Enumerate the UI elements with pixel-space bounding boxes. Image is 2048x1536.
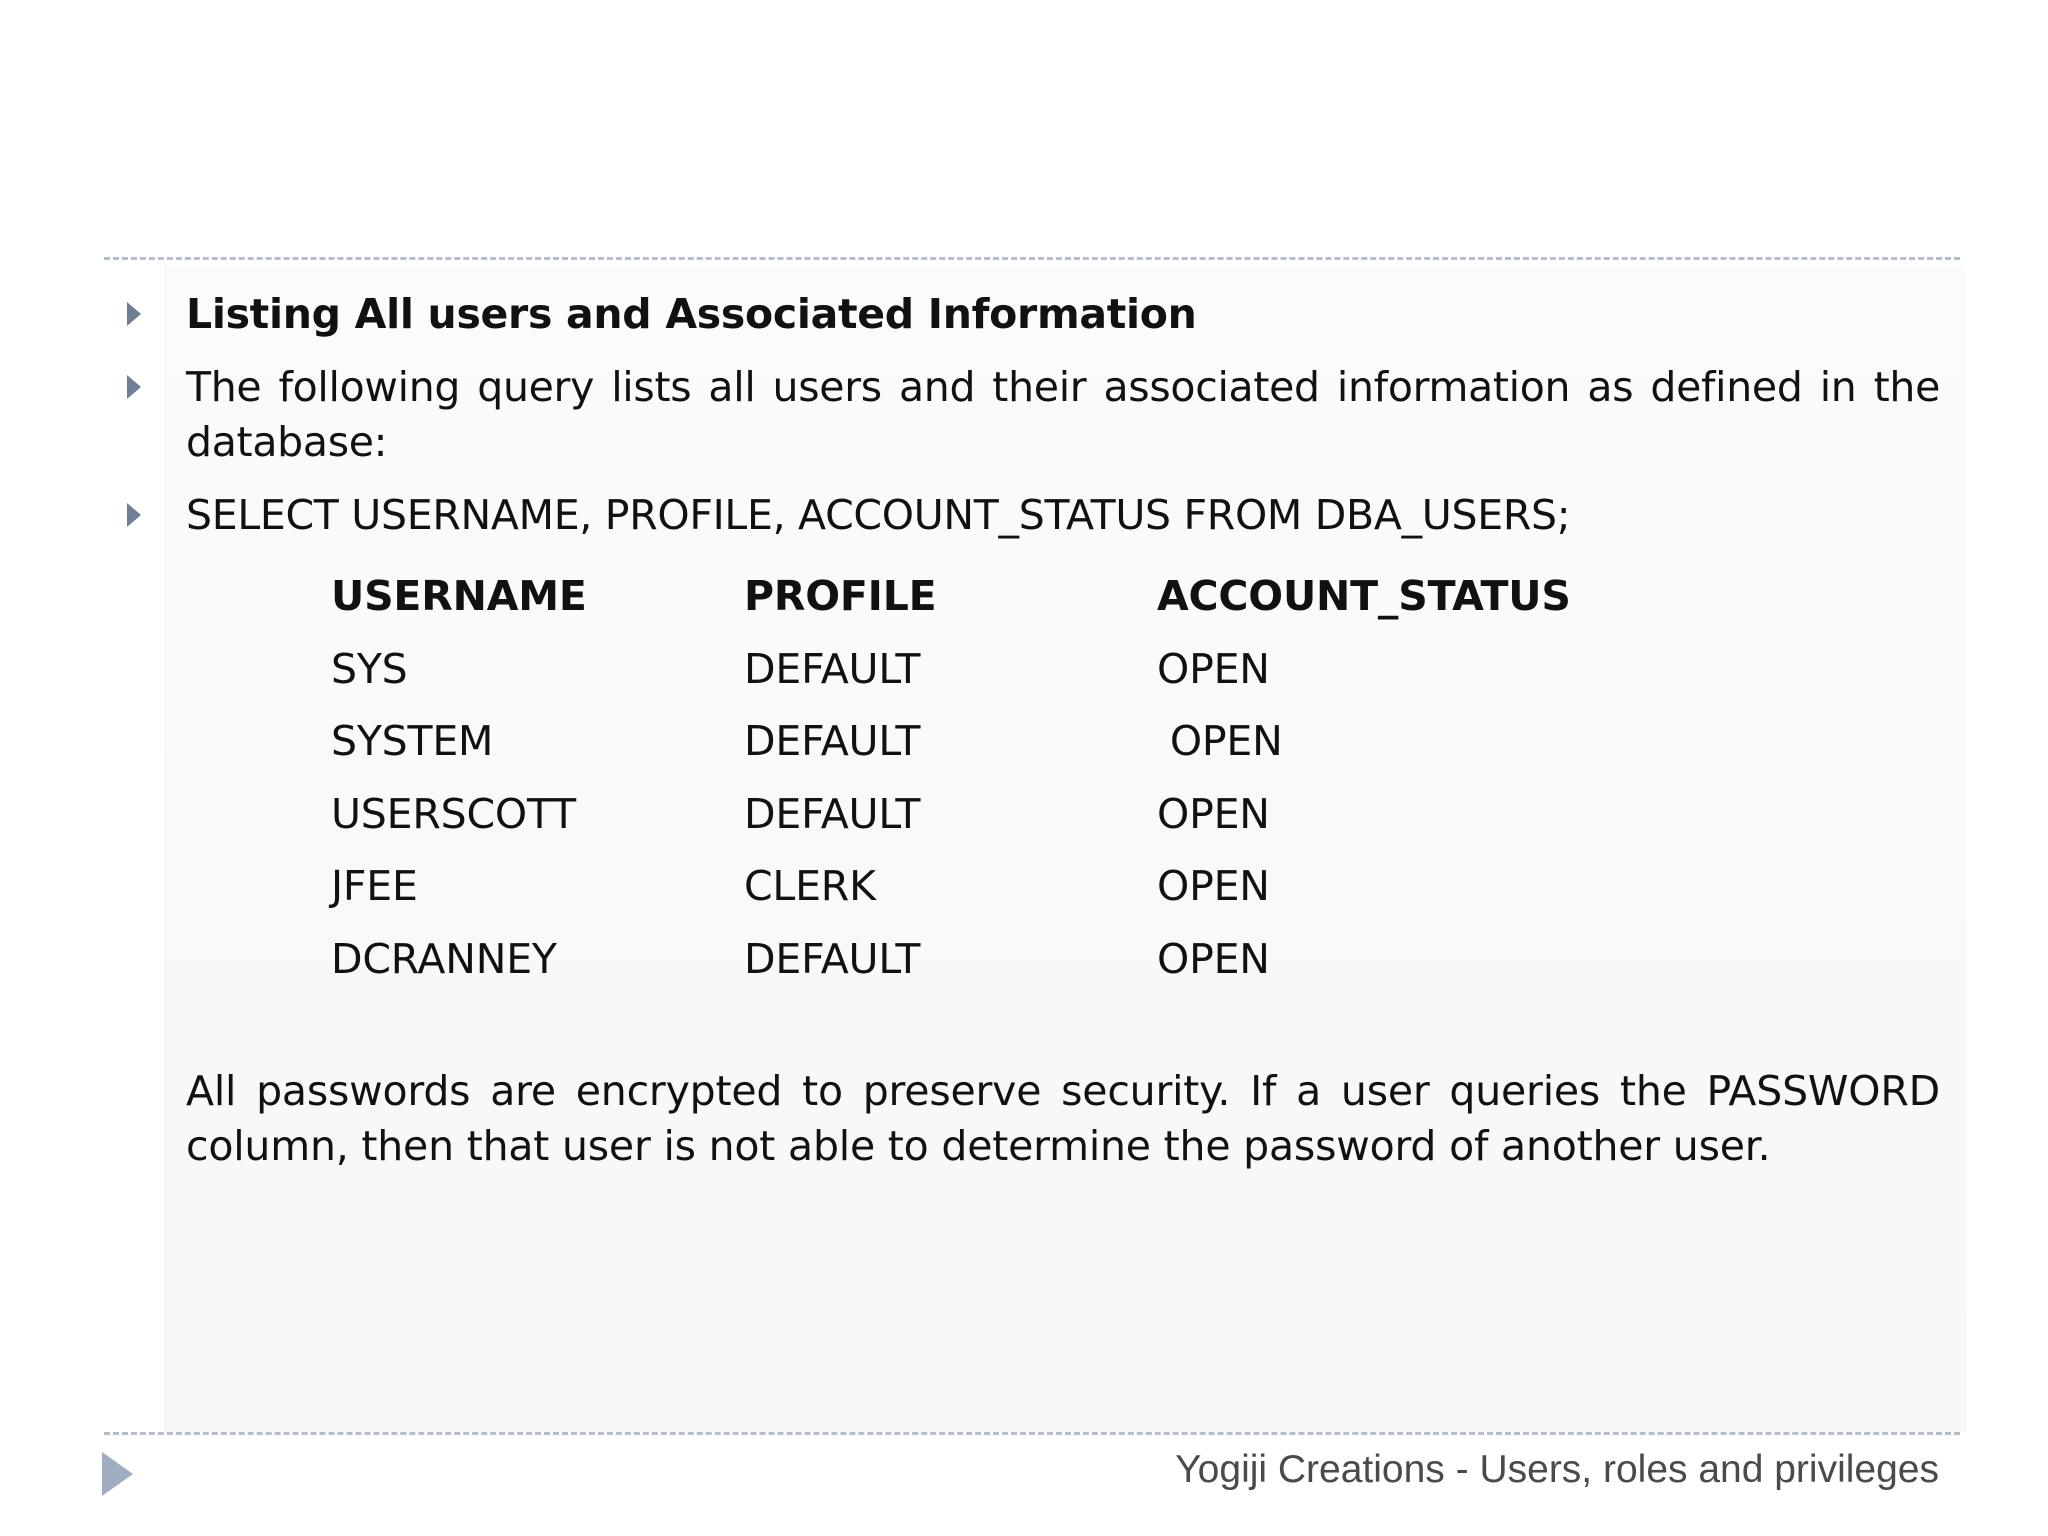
cell-account-status: OPEN	[1157, 644, 1270, 693]
table-row	[331, 778, 1531, 851]
cell-profile: DEFAULT	[744, 717, 921, 766]
cell-username: JFEE	[331, 862, 418, 911]
table-row	[331, 705, 1531, 778]
bullet-arrow-icon	[127, 503, 141, 527]
table-row	[331, 923, 1531, 996]
footer-caption: Yogiji Creations - Users, roles and privileges	[1175, 1448, 1939, 1491]
cell-username: SYSTEM	[331, 717, 494, 766]
cell-account-status: OPEN	[1157, 862, 1270, 911]
cell-username: DCRANNEY	[331, 934, 557, 983]
cell-account-status: OPEN	[1157, 717, 1283, 766]
table-row	[331, 850, 1531, 923]
cell-profile: DEFAULT	[744, 644, 921, 693]
bullet-arrow-icon	[127, 302, 141, 326]
bullet-arrow-icon	[127, 375, 141, 399]
cell-profile: CLERK	[744, 862, 876, 911]
header-profile: PROFILE	[744, 572, 937, 621]
cell-profile: DEFAULT	[744, 934, 921, 983]
header-account-status: ACCOUNT_STATUS	[1157, 572, 1571, 621]
bullet-title: Listing All users and Associated Information	[186, 290, 1197, 338]
footer-arrow-icon	[102, 1452, 133, 1496]
security-note: All passwords are encrypted to preserve security. If a user queries the PASSWORD column, then that user is not able to determine the password of another user.	[186, 1067, 1940, 1170]
table-header-row	[331, 560, 1571, 633]
cell-username: SYS	[331, 644, 408, 693]
bullet-description: The following query lists all users and their associated information as defined in the database:	[186, 363, 1940, 466]
cell-account-status: OPEN	[1157, 789, 1270, 838]
table-row	[331, 633, 1531, 706]
header-username: USERNAME	[331, 572, 587, 621]
cell-profile: DEFAULT	[744, 789, 921, 838]
cell-account-status: OPEN	[1157, 934, 1270, 983]
cell-username: USERSCOTT	[331, 789, 576, 838]
users-table	[331, 560, 1571, 995]
bullet-sql-query: SELECT USERNAME, PROFILE, ACCOUNT_STATUS FROM DBA_USERS;	[186, 491, 1571, 539]
